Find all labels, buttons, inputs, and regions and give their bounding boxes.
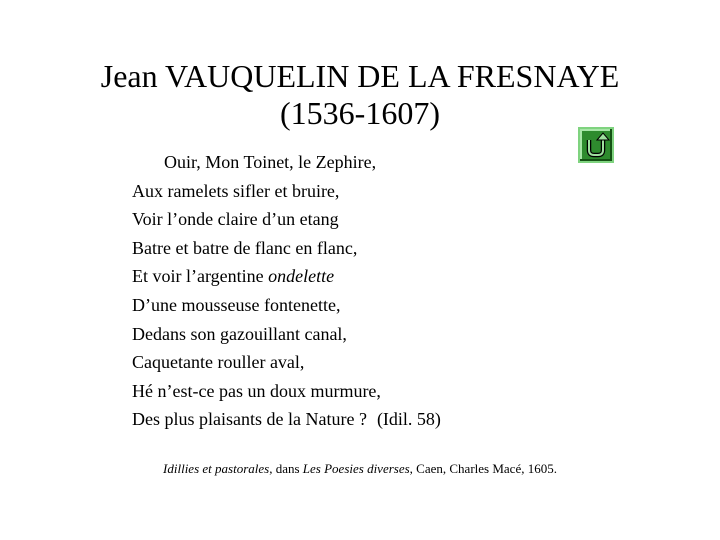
poem-reference: (Idil. 58) [376,409,441,430]
title-dates: (1536-1607) [280,95,440,131]
citation-sep: , dans [269,461,303,476]
poem [132,148,441,434]
poem-italic-word: ondelette [268,266,335,287]
poem-line: Ouir, Mon Toinet, le Zephire, [164,152,377,172]
poem-line [132,262,441,291]
citation-rest: , Caen, Charles Macé, 1605. [409,461,557,476]
return-button[interactable] [578,127,614,163]
source-citation [0,461,720,477]
citation-collection: Les Poesies diverses [302,461,410,476]
poem-line: D’une mousseuse fontenette, [132,294,341,315]
page-title [0,58,720,132]
citation-title: Idillies et pastorales [163,461,270,476]
poem-line [132,405,441,434]
poem-line-text: Et voir l’argentine [132,266,269,287]
poem-line: Dedans son gazouillant canal, [132,323,347,344]
title-author: Jean VAUQUELIN DE LA FRESNAYE [100,58,620,94]
poem-line: Caquetante rouller aval, [132,352,305,373]
poem-line: Voir l’onde claire d’un etang [132,209,339,230]
u-turn-return-icon [582,131,610,159]
poem-line: Aux ramelets sifler et bruire, [132,180,340,201]
poem-line: Batre et batre de flanc en flanc, [132,237,358,258]
poem-line-text: Des plus plaisants de la Nature ? [132,409,367,430]
poem-line: Hé n’est-ce pas un doux murmure, [132,380,381,401]
